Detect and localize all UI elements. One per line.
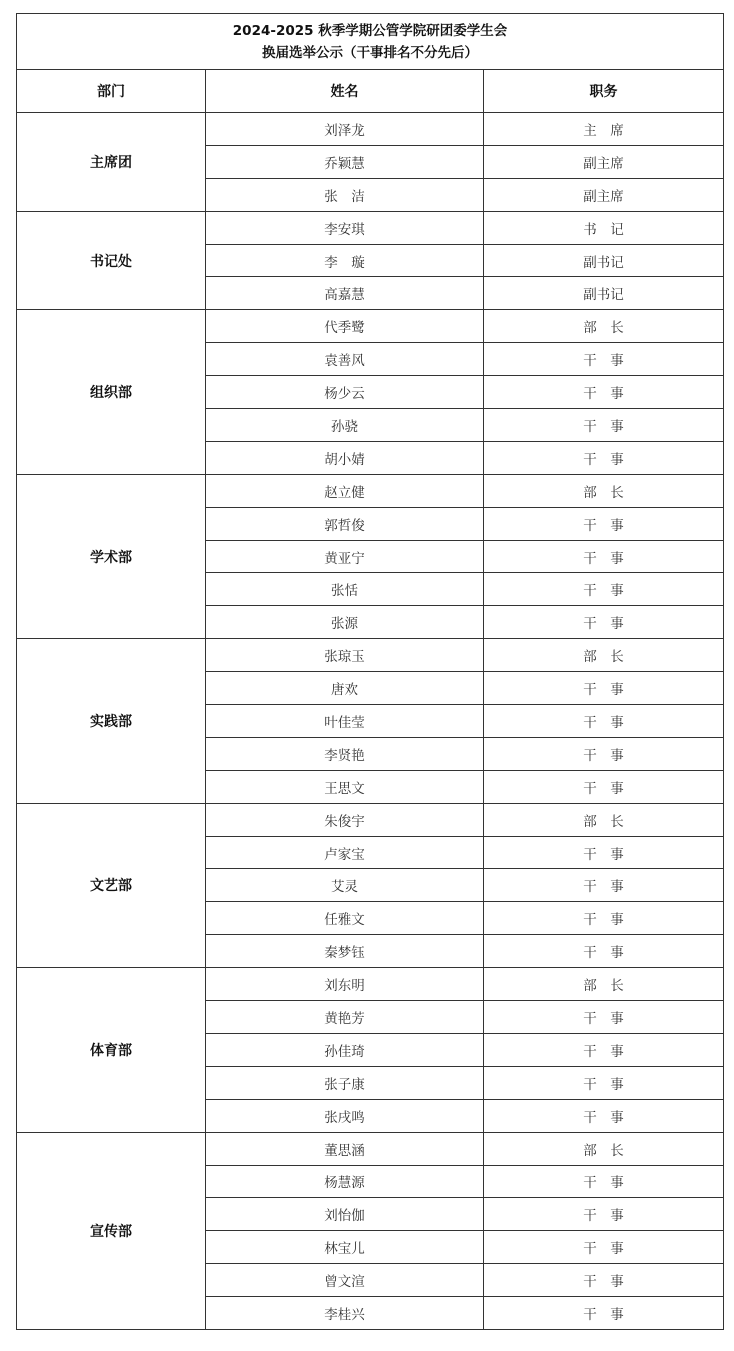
member-role-cell: 部 长 bbox=[484, 1132, 724, 1165]
title-line-1: 2024-2025 秋季学期公管学院研团委学生会 bbox=[232, 22, 508, 39]
member-role-cell: 干 事 bbox=[484, 540, 724, 573]
department-cell: 实践部 bbox=[17, 639, 206, 803]
member-name-cell: 赵立健 bbox=[206, 474, 484, 507]
department-cell: 文艺部 bbox=[17, 803, 206, 967]
table-row bbox=[17, 474, 724, 507]
member-role-cell: 干 事 bbox=[484, 376, 724, 409]
table-title bbox=[17, 14, 724, 70]
member-name-cell: 艾灵 bbox=[206, 869, 484, 902]
member-role-cell: 副书记 bbox=[484, 244, 724, 277]
member-name-cell: 张琼玉 bbox=[206, 639, 484, 672]
member-role-cell: 干 事 bbox=[484, 737, 724, 770]
member-role-cell: 干 事 bbox=[484, 1297, 724, 1330]
table-row bbox=[17, 113, 724, 146]
member-name-cell: 张 洁 bbox=[206, 178, 484, 211]
member-name-cell: 高嘉慧 bbox=[206, 277, 484, 310]
table-row bbox=[17, 211, 724, 244]
department-cell: 书记处 bbox=[17, 211, 206, 310]
member-role-cell: 副主席 bbox=[484, 145, 724, 178]
member-role-cell: 干 事 bbox=[484, 343, 724, 376]
column-header-role: 职务 bbox=[484, 70, 724, 113]
member-role-cell: 干 事 bbox=[484, 606, 724, 639]
member-role-cell: 干 事 bbox=[484, 1264, 724, 1297]
member-role-cell: 干 事 bbox=[484, 507, 724, 540]
member-name-cell: 胡小婧 bbox=[206, 441, 484, 474]
member-name-cell: 李桂兴 bbox=[206, 1297, 484, 1330]
member-role-cell: 干 事 bbox=[484, 869, 724, 902]
member-role-cell: 干 事 bbox=[484, 770, 724, 803]
member-role-cell: 干 事 bbox=[484, 1198, 724, 1231]
member-name-cell: 唐欢 bbox=[206, 672, 484, 705]
department-cell: 主席团 bbox=[17, 113, 206, 212]
member-role-cell: 部 长 bbox=[484, 310, 724, 343]
member-role-cell: 部 长 bbox=[484, 639, 724, 672]
member-name-cell: 孙骁 bbox=[206, 409, 484, 442]
member-role-cell: 干 事 bbox=[484, 573, 724, 606]
member-name-cell: 袁善风 bbox=[206, 343, 484, 376]
member-name-cell: 张子康 bbox=[206, 1066, 484, 1099]
member-role-cell: 干 事 bbox=[484, 1231, 724, 1264]
member-name-cell: 秦梦钰 bbox=[206, 935, 484, 968]
member-name-cell: 李安琪 bbox=[206, 211, 484, 244]
member-role-cell: 副主席 bbox=[484, 178, 724, 211]
member-role-cell: 干 事 bbox=[484, 441, 724, 474]
member-name-cell: 代季鹭 bbox=[206, 310, 484, 343]
member-name-cell: 李贤艳 bbox=[206, 737, 484, 770]
department-cell: 宣传部 bbox=[17, 1132, 206, 1329]
member-name-cell: 林宝儿 bbox=[206, 1231, 484, 1264]
roster-table bbox=[16, 13, 724, 1330]
table-row bbox=[17, 803, 724, 836]
member-name-cell: 刘怡伽 bbox=[206, 1198, 484, 1231]
member-name-cell: 郭哲俊 bbox=[206, 507, 484, 540]
member-role-cell: 部 长 bbox=[484, 803, 724, 836]
column-header-name: 姓名 bbox=[206, 70, 484, 113]
column-header-dept: 部门 bbox=[17, 70, 206, 113]
member-role-cell: 干 事 bbox=[484, 672, 724, 705]
member-role-cell: 部 长 bbox=[484, 968, 724, 1001]
member-name-cell: 李 璇 bbox=[206, 244, 484, 277]
member-role-cell: 书 记 bbox=[484, 211, 724, 244]
member-role-cell: 干 事 bbox=[484, 1165, 724, 1198]
member-name-cell: 王思文 bbox=[206, 770, 484, 803]
member-name-cell: 任雅文 bbox=[206, 902, 484, 935]
member-name-cell: 黄亚宁 bbox=[206, 540, 484, 573]
member-role-cell: 干 事 bbox=[484, 1099, 724, 1132]
member-role-cell: 干 事 bbox=[484, 1033, 724, 1066]
member-name-cell: 杨少云 bbox=[206, 376, 484, 409]
member-name-cell: 孙佳琦 bbox=[206, 1033, 484, 1066]
member-name-cell: 刘东明 bbox=[206, 968, 484, 1001]
member-role-cell: 干 事 bbox=[484, 409, 724, 442]
roster-body bbox=[17, 113, 724, 1330]
member-name-cell: 张恬 bbox=[206, 573, 484, 606]
member-name-cell: 朱俊宇 bbox=[206, 803, 484, 836]
member-name-cell: 张源 bbox=[206, 606, 484, 639]
member-name-cell: 乔颖慧 bbox=[206, 145, 484, 178]
member-role-cell: 部 长 bbox=[484, 474, 724, 507]
table-row bbox=[17, 1132, 724, 1165]
member-name-cell: 张戌鸣 bbox=[206, 1099, 484, 1132]
member-role-cell: 干 事 bbox=[484, 836, 724, 869]
department-cell: 学术部 bbox=[17, 474, 206, 638]
member-role-cell: 干 事 bbox=[484, 902, 724, 935]
member-role-cell: 干 事 bbox=[484, 935, 724, 968]
member-name-cell: 叶佳莹 bbox=[206, 705, 484, 738]
member-name-cell: 曾文渲 bbox=[206, 1264, 484, 1297]
member-role-cell: 干 事 bbox=[484, 705, 724, 738]
department-cell: 体育部 bbox=[17, 968, 206, 1132]
table-row bbox=[17, 310, 724, 343]
department-cell: 组织部 bbox=[17, 310, 206, 474]
table-row bbox=[17, 968, 724, 1001]
member-name-cell: 卢家宝 bbox=[206, 836, 484, 869]
member-name-cell: 董思涵 bbox=[206, 1132, 484, 1165]
member-name-cell: 杨慧源 bbox=[206, 1165, 484, 1198]
member-name-cell: 刘泽龙 bbox=[206, 113, 484, 146]
member-name-cell: 黄艳芳 bbox=[206, 1001, 484, 1034]
member-role-cell: 干 事 bbox=[484, 1001, 724, 1034]
title-line-2: 换届选举公示（干事排名不分先后） bbox=[262, 44, 478, 61]
member-role-cell: 副书记 bbox=[484, 277, 724, 310]
member-role-cell: 干 事 bbox=[484, 1066, 724, 1099]
member-role-cell: 主 席 bbox=[484, 113, 724, 146]
table-row bbox=[17, 639, 724, 672]
